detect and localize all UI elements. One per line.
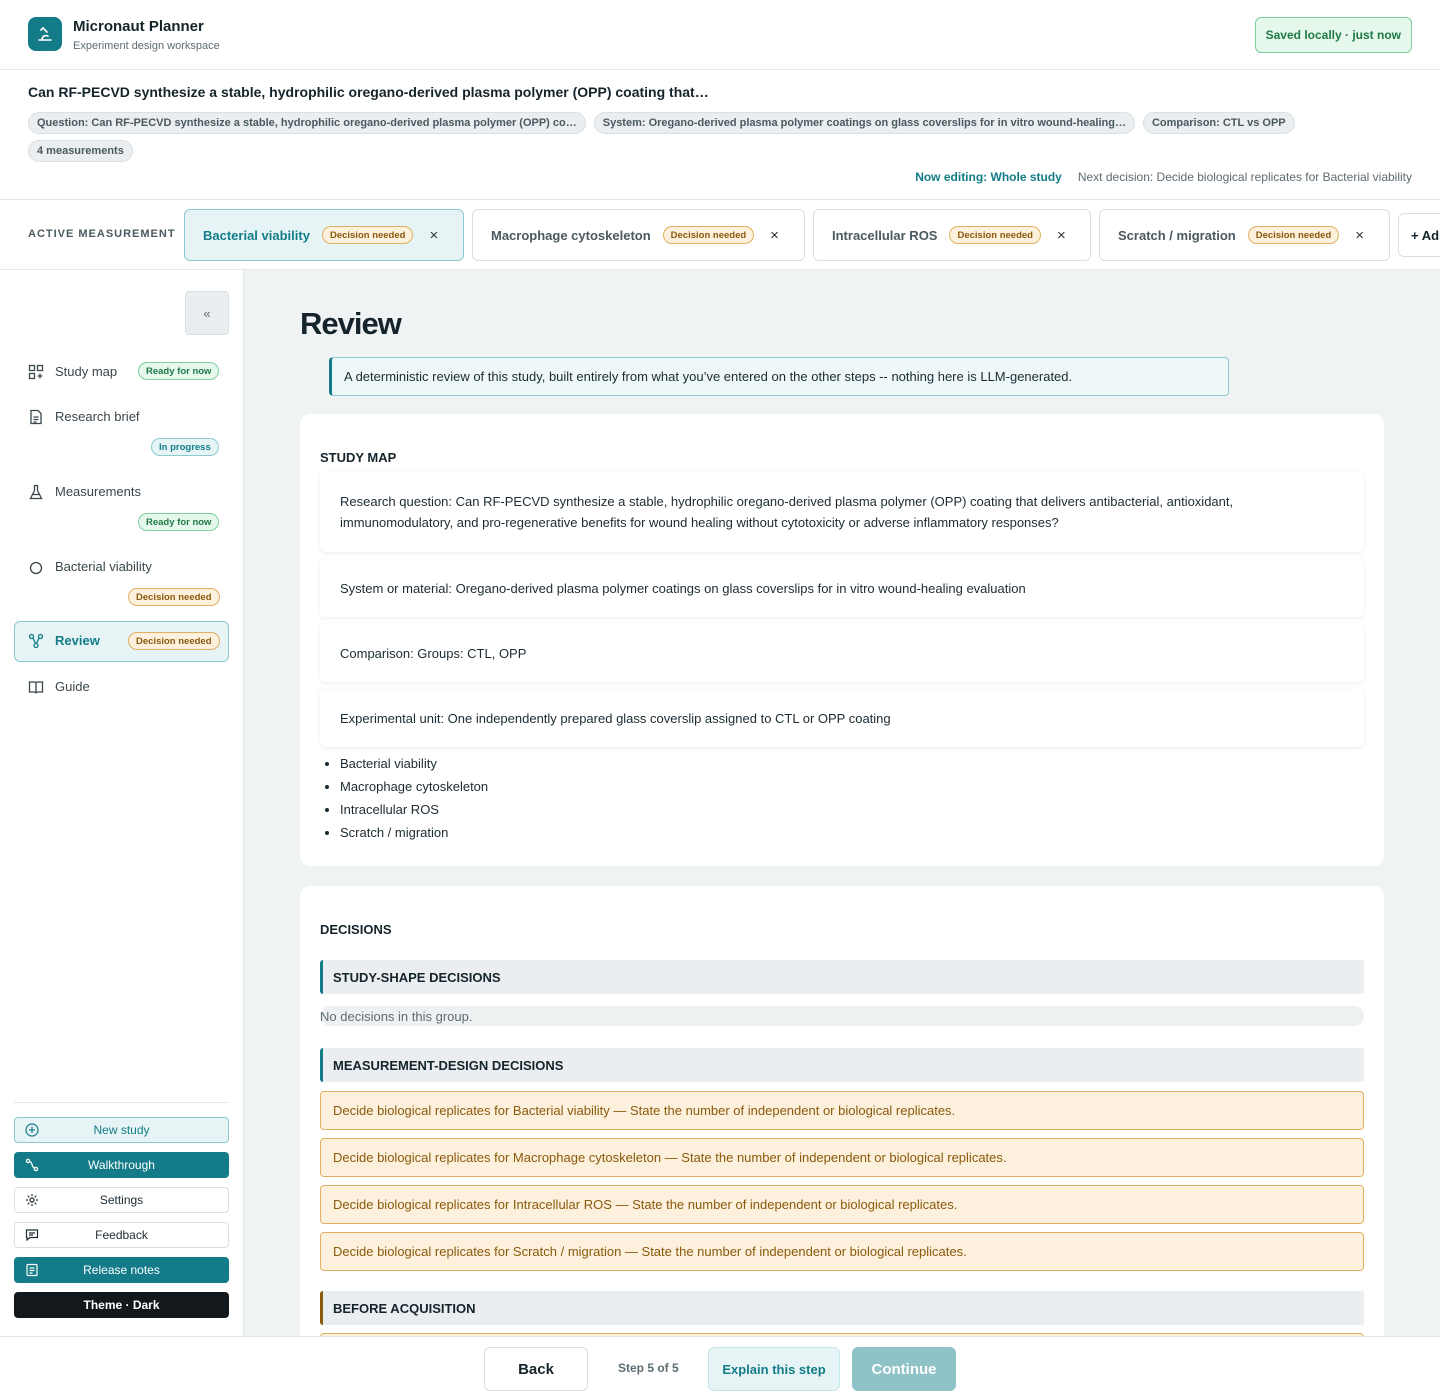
footer-nav	[0, 1336, 1440, 1400]
close-icon[interactable]: ×	[770, 226, 779, 244]
experimental-unit-card: Experimental unit: One independently prepared glass coverslip assigned to CTL or OPP coating	[320, 689, 1364, 747]
back-button[interactable]: Back	[484, 1347, 588, 1391]
add-measurement-button[interactable]: + Ad	[1398, 213, 1440, 257]
sidebar-item-label: Study map	[55, 364, 118, 379]
list-item: • Intracellular ROS	[340, 798, 488, 821]
sidebar-item-guide[interactable]	[14, 665, 229, 709]
walkthrough-label: Walkthrough	[88, 1158, 155, 1172]
decisions-panel	[300, 886, 1384, 1336]
app-header	[0, 0, 1440, 70]
new-study-label: New study	[93, 1123, 150, 1137]
list-item: • Bacterial viability	[340, 752, 488, 775]
book-icon	[28, 679, 44, 695]
before-acquisition-group-header: BEFORE ACQUISITION	[320, 1291, 1364, 1325]
measurements-count-chip[interactable]: 4 measurements	[28, 140, 133, 162]
explain-step-button[interactable]: Explain this step	[708, 1347, 840, 1391]
decision-row[interactable]: Decide biological replicates for Bacterial viability — State the number of independent or biological replicates.	[320, 1091, 1364, 1130]
app-subtitle: Experiment design workspace	[73, 40, 220, 52]
page-title: Review	[300, 306, 401, 341]
branch-icon	[28, 633, 44, 649]
now-editing-label: Now editing: Whole study	[915, 170, 1062, 184]
status-badge: Ready for now	[138, 513, 219, 531]
message-icon	[25, 1228, 39, 1242]
list-item: • Macrophage cytoskeleton	[340, 775, 488, 798]
release-notes-label: Release notes	[83, 1263, 160, 1277]
review-intro-callout: A deterministic review of this study, built entirely from what you’ve entered on the other steps -- nothing here is LLM-generated.	[329, 357, 1229, 396]
status-badge: Decision needed	[322, 226, 414, 244]
comparison-chip[interactable]: Comparison: CTL vs OPP	[1143, 112, 1295, 134]
research-question-card: Research question: Can RF-PECVD synthesize a stable, hydrophilic oregano-derived plasma polymer (OPP) coating that delivers antibacterial, antioxidant, immunomodulatory, and pro-regenerative benefits for wound healing without cytotoxicity or adverse inflammatory responses?	[320, 472, 1364, 552]
status-badge: Decision needed	[1248, 226, 1340, 244]
status-badge: Ready for now	[138, 362, 219, 380]
feedback-label: Feedback	[95, 1228, 148, 1242]
new-study-button[interactable]	[14, 1117, 229, 1143]
decision-row[interactable]: Decide biological replicates for Intracellular ROS — State the number of independent or biological replicates.	[320, 1185, 1364, 1224]
decisions-title: DECISIONS	[320, 922, 392, 937]
document-icon	[28, 409, 44, 425]
notes-icon	[25, 1263, 39, 1277]
measurement-tab-label: Bacterial viability	[203, 227, 310, 243]
decision-row[interactable]: Decide biological replicates for Macrophage cytoskeleton — State the number of independent or biological replicates.	[320, 1138, 1364, 1177]
release-notes-button[interactable]	[14, 1257, 229, 1283]
gear-icon	[25, 1193, 39, 1207]
close-icon[interactable]: ×	[1355, 226, 1365, 244]
measurement-tab-label: Scratch / migration	[1118, 227, 1236, 243]
theme-label: Theme · Dark	[83, 1298, 160, 1312]
status-badge: Decision needed	[128, 588, 220, 606]
feedback-button[interactable]	[14, 1222, 229, 1248]
question-chip[interactable]: Question: Can RF-PECVD synthesize a stable, hydrophilic oregano-derived plasma polymer (OPP) co…	[28, 112, 586, 134]
system-card: System or material: Oregano-derived plasma polymer coatings on glass coverslips for in vitro wound-healing evaluation	[320, 559, 1364, 617]
collapse-sidebar-button[interactable]: «	[185, 291, 229, 335]
sidebar-item-measurements[interactable]	[14, 470, 229, 536]
measurement-tab-intracellular-ros[interactable]	[813, 209, 1091, 261]
measurement-list	[340, 752, 488, 844]
sidebar-item-label: Guide	[55, 679, 90, 694]
sidebar-item-bacterial-viability[interactable]	[14, 545, 229, 611]
study-shape-empty: No decisions in this group.	[320, 1006, 1364, 1026]
close-icon[interactable]: ×	[1056, 226, 1066, 244]
decision-row[interactable]: Decide biological replicates for Scratch / migration — State the number of independent or biological replicates.	[320, 1232, 1364, 1271]
sidebar-item-label: Measurements	[55, 484, 141, 499]
system-chip[interactable]: System: Oregano-derived plasma polymer coatings on glass coverslips for in vitro wound-healing…	[594, 112, 1135, 134]
measurement-bar	[0, 200, 1440, 270]
circle-icon	[28, 559, 44, 575]
sidebar-item-label: Research brief	[55, 409, 140, 424]
study-map-title: STUDY MAP	[320, 450, 397, 465]
study-map-panel	[300, 414, 1384, 866]
sidebar-item-research-brief[interactable]	[14, 395, 229, 461]
settings-label: Settings	[99, 1193, 144, 1207]
saved-status-badge: Saved locally · just now	[1255, 17, 1412, 53]
measurement-tab-bacterial-viability[interactable]	[184, 209, 464, 261]
study-title: Can RF-PECVD synthesize a stable, hydrophilic oregano-derived plasma polymer (OPP) coating that…	[28, 84, 709, 100]
status-badge: In progress	[151, 438, 219, 456]
plus-circle-icon	[25, 1123, 39, 1137]
sidebar-divider	[14, 1102, 229, 1103]
next-decision-label: Next decision: Decide biological replicates for Bacterial viability	[1077, 170, 1412, 184]
editing-status	[915, 170, 1412, 184]
sidebar-item-review[interactable]	[14, 621, 229, 662]
list-item: • Scratch / migration	[340, 821, 488, 844]
status-badge: Decision needed	[949, 226, 1041, 244]
main-content	[244, 270, 1440, 1336]
comparison-card: Comparison: Groups: CTL, OPP	[320, 624, 1364, 682]
walkthrough-button[interactable]	[14, 1152, 229, 1178]
status-badge: Decision needed	[663, 226, 755, 244]
route-icon	[25, 1158, 39, 1172]
study-chips	[28, 112, 1328, 162]
status-badge: Decision needed	[128, 632, 220, 650]
continue-button[interactable]: Continue	[852, 1347, 956, 1391]
study-shape-group-header: STUDY-SHAPE DECISIONS	[320, 960, 1364, 994]
close-icon[interactable]: ×	[429, 226, 439, 244]
step-indicator: Step 5 of 5	[618, 1361, 679, 1375]
sidebar	[0, 270, 244, 1336]
app-logo-icon	[28, 17, 62, 51]
measurement-tab-label: Intracellular ROS	[832, 227, 938, 243]
study-summary	[0, 70, 1440, 200]
measurement-tab-scratch-migration[interactable]	[1099, 209, 1390, 261]
measurement-tab-label: Macrophage cytoskeleton	[491, 227, 651, 243]
sidebar-item-study-map[interactable]	[14, 350, 229, 394]
sidebar-item-label: Review	[55, 633, 100, 648]
grid-icon	[28, 364, 44, 380]
active-measurement-label: ACTIVE MEASUREMENT	[28, 228, 176, 240]
measurement-design-group-header: MEASUREMENT-DESIGN DECISIONS	[320, 1048, 1364, 1082]
theme-toggle-button[interactable]	[14, 1292, 229, 1318]
flask-icon	[28, 484, 44, 500]
settings-button[interactable]	[14, 1187, 229, 1213]
measurement-tab-macrophage-cytoskeleton[interactable]	[472, 209, 805, 261]
app-title: Micronaut Planner	[73, 18, 204, 35]
sidebar-item-label: Bacterial viability	[55, 559, 152, 574]
